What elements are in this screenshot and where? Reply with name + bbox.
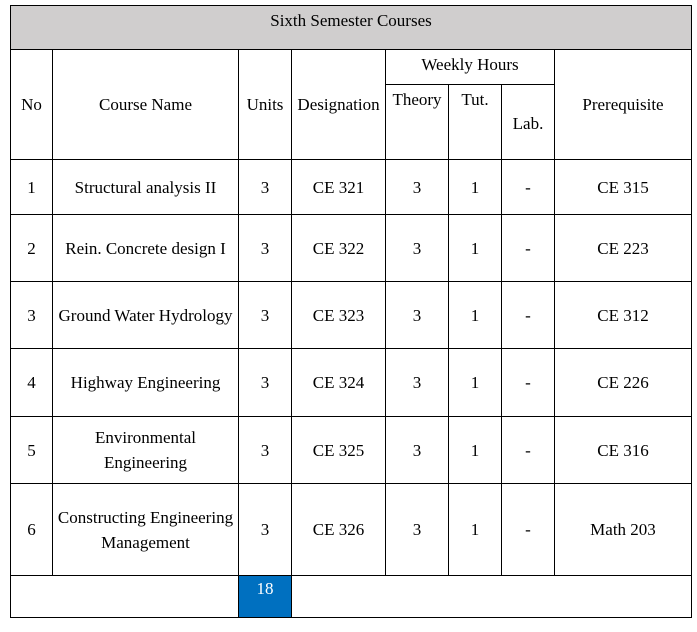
total-units: 18 bbox=[239, 576, 292, 618]
cell-tut: 1 bbox=[449, 417, 502, 484]
courses-table bbox=[10, 5, 692, 618]
cell-prerequisite: CE 226 bbox=[555, 349, 692, 417]
table-row bbox=[11, 417, 692, 484]
cell-prerequisite: CE 312 bbox=[555, 282, 692, 349]
cell-no: 4 bbox=[11, 349, 53, 417]
cell-lab: - bbox=[502, 160, 555, 215]
table-row bbox=[11, 349, 692, 417]
header-course-name: Course Name bbox=[53, 50, 239, 160]
table-row bbox=[11, 282, 692, 349]
cell-course-name: Environmental Engineering bbox=[53, 417, 239, 484]
cell-designation: CE 321 bbox=[292, 160, 386, 215]
cell-designation: CE 325 bbox=[292, 417, 386, 484]
table-row bbox=[11, 215, 692, 282]
table-row bbox=[11, 484, 692, 576]
cell-units: 3 bbox=[239, 282, 292, 349]
total-spacer-left bbox=[11, 576, 239, 618]
cell-theory: 3 bbox=[386, 484, 449, 576]
cell-course-name: Rein. Concrete design I bbox=[53, 215, 239, 282]
header-weekly-hours: Weekly Hours bbox=[386, 50, 555, 85]
cell-course-name: Ground Water Hydrology bbox=[53, 282, 239, 349]
cell-tut: 1 bbox=[449, 282, 502, 349]
table-title: Sixth Semester Courses bbox=[11, 6, 692, 50]
header-lab: Lab. bbox=[502, 85, 555, 160]
cell-designation: CE 326 bbox=[292, 484, 386, 576]
cell-lab: - bbox=[502, 484, 555, 576]
header-prerequisite: Prerequisite bbox=[555, 50, 692, 160]
cell-theory: 3 bbox=[386, 349, 449, 417]
cell-theory: 3 bbox=[386, 417, 449, 484]
cell-no: 6 bbox=[11, 484, 53, 576]
cell-prerequisite: CE 223 bbox=[555, 215, 692, 282]
header-designation: Designation bbox=[292, 50, 386, 160]
header-tut: Tut. bbox=[449, 85, 502, 160]
cell-lab: - bbox=[502, 349, 555, 417]
cell-theory: 3 bbox=[386, 215, 449, 282]
cell-units: 3 bbox=[239, 215, 292, 282]
cell-designation: CE 324 bbox=[292, 349, 386, 417]
cell-lab: - bbox=[502, 417, 555, 484]
cell-tut: 1 bbox=[449, 160, 502, 215]
cell-units: 3 bbox=[239, 484, 292, 576]
cell-course-name: Highway Engineering bbox=[53, 349, 239, 417]
cell-no: 1 bbox=[11, 160, 53, 215]
header-theory: Theory bbox=[386, 85, 449, 160]
cell-theory: 3 bbox=[386, 160, 449, 215]
cell-prerequisite: CE 316 bbox=[555, 417, 692, 484]
cell-lab: - bbox=[502, 215, 555, 282]
cell-no: 5 bbox=[11, 417, 53, 484]
cell-course-name: Constructing Engineering Management bbox=[53, 484, 239, 576]
total-row bbox=[11, 576, 692, 618]
cell-theory: 3 bbox=[386, 282, 449, 349]
table-row bbox=[11, 160, 692, 215]
cell-no: 3 bbox=[11, 282, 53, 349]
header-no: No bbox=[11, 50, 53, 160]
cell-no: 2 bbox=[11, 215, 53, 282]
cell-units: 3 bbox=[239, 160, 292, 215]
total-spacer-right bbox=[292, 576, 692, 618]
header-units: Units bbox=[239, 50, 292, 160]
cell-tut: 1 bbox=[449, 484, 502, 576]
cell-prerequisite: Math 203 bbox=[555, 484, 692, 576]
cell-units: 3 bbox=[239, 349, 292, 417]
cell-lab: - bbox=[502, 282, 555, 349]
cell-tut: 1 bbox=[449, 215, 502, 282]
cell-course-name: Structural analysis II bbox=[53, 160, 239, 215]
cell-units: 3 bbox=[239, 417, 292, 484]
cell-designation: CE 323 bbox=[292, 282, 386, 349]
cell-tut: 1 bbox=[449, 349, 502, 417]
cell-prerequisite: CE 315 bbox=[555, 160, 692, 215]
cell-designation: CE 322 bbox=[292, 215, 386, 282]
